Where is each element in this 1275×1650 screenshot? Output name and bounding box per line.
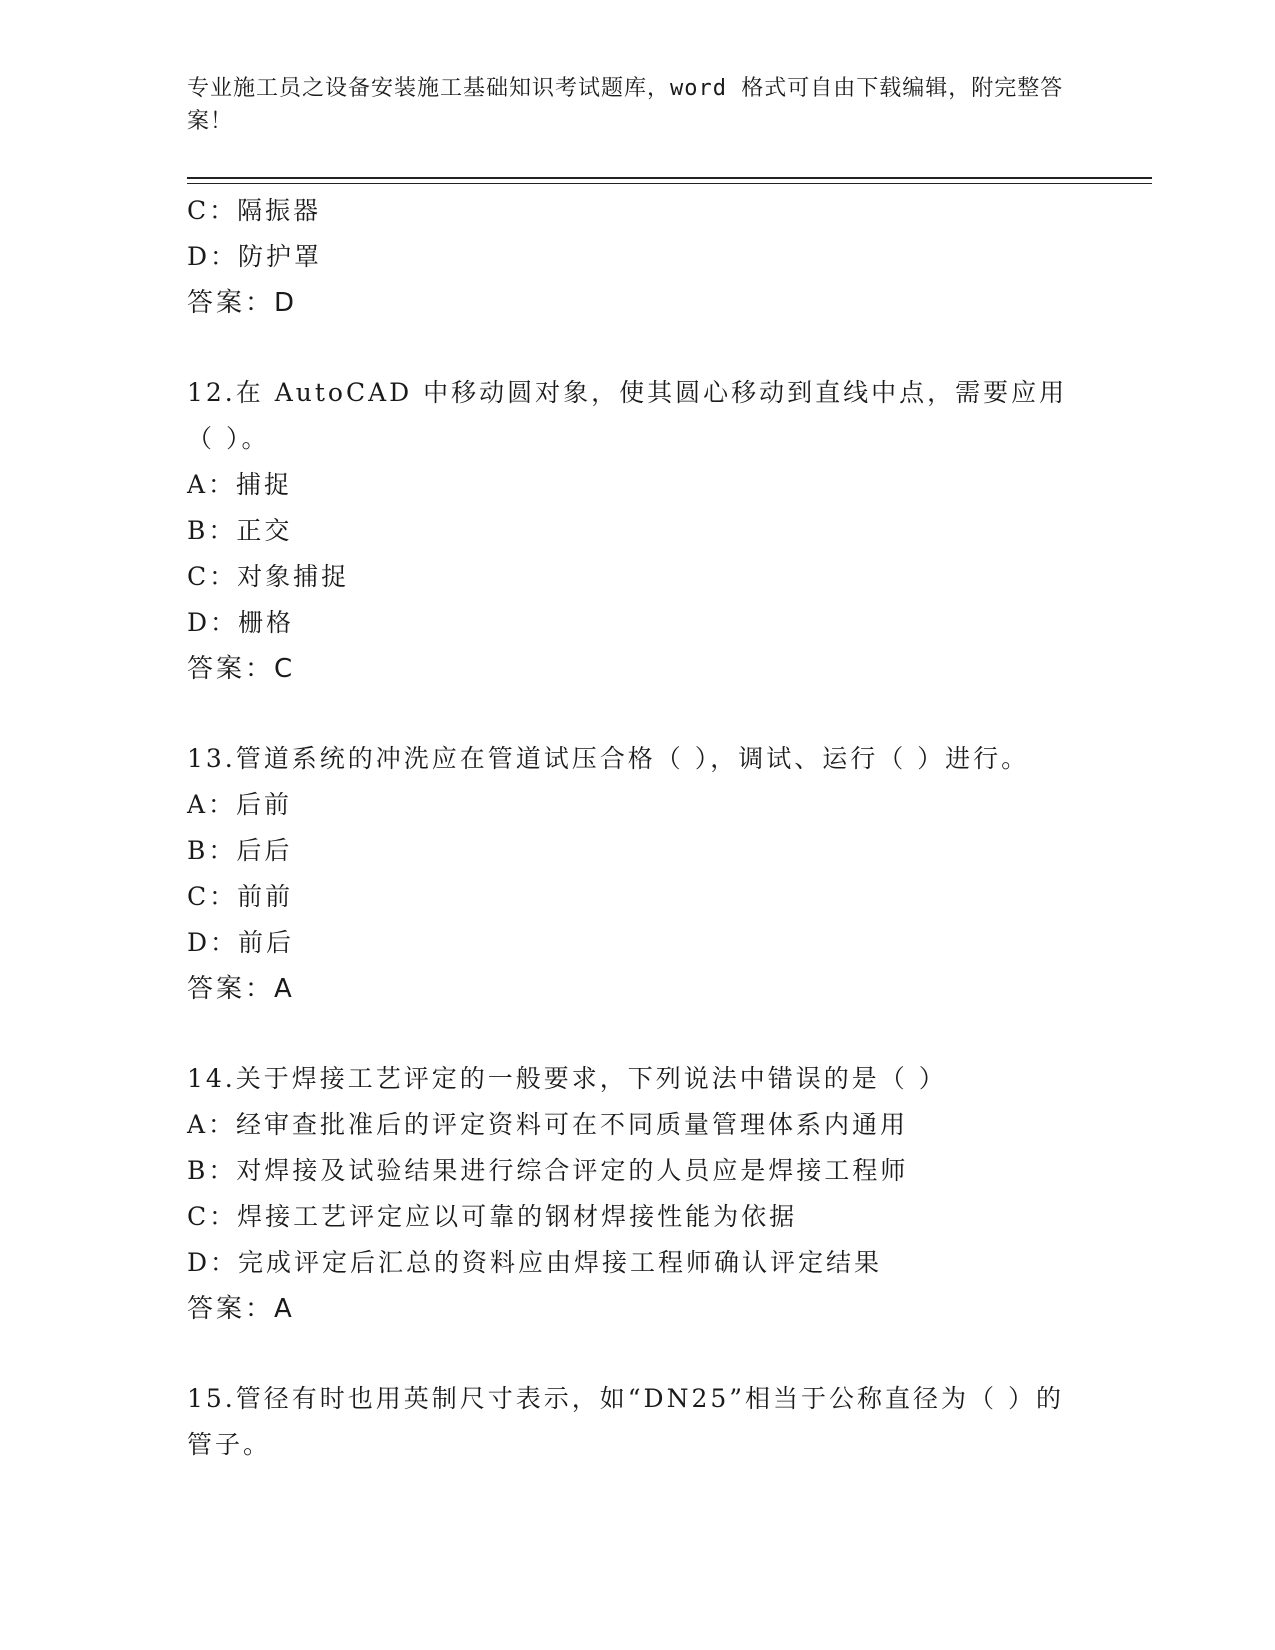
option-d: D：防护罩 bbox=[187, 242, 323, 271]
question-15 bbox=[187, 1376, 1087, 1468]
question-text: 12.在 AutoCAD 中移动圆对象，使其圆心移动到直线中点，需要应用（ ）。 bbox=[187, 378, 1068, 453]
option-c: C：对象捕捉 bbox=[187, 562, 350, 591]
option-a: A：捕捉 bbox=[187, 470, 293, 499]
partial-question bbox=[187, 188, 1087, 326]
option-b: B：对焊接及试验结果进行综合评定的人员应是焊接工程师 bbox=[187, 1156, 909, 1185]
option-c: C：焊接工艺评定应以可靠的钢材焊接性能为依据 bbox=[187, 1202, 798, 1231]
question-12 bbox=[187, 370, 1087, 692]
spacer bbox=[187, 1012, 1087, 1056]
spacer bbox=[187, 1332, 1087, 1376]
question-text: 14.关于焊接工艺评定的一般要求，下列说法中错误的是（ ） bbox=[187, 1064, 947, 1093]
option-c: C：隔振器 bbox=[187, 196, 322, 225]
header-divider-thick bbox=[187, 177, 1152, 179]
answer-label: 答案：A bbox=[187, 1294, 295, 1324]
option-c: C：前前 bbox=[187, 882, 294, 911]
option-a: A：后前 bbox=[187, 790, 293, 819]
option-b: B：正交 bbox=[187, 516, 293, 545]
option-d: D：完成评定后汇总的资料应由焊接工程师确认评定结果 bbox=[187, 1248, 883, 1277]
option-d: D：前后 bbox=[187, 928, 295, 957]
answer-label: 答案：C bbox=[187, 654, 296, 684]
question-13 bbox=[187, 736, 1087, 1012]
option-a: A：经审查批准后的评定资料可在不同质量管理体系内通用 bbox=[187, 1110, 909, 1139]
answer-label: 答案：D bbox=[187, 288, 298, 318]
spacer bbox=[187, 692, 1087, 736]
document-header: 专业施工员之设备安装施工基础知识考试题库，word 格式可自由下载编辑，附完整答案！ bbox=[187, 76, 1064, 134]
question-text: 15.管径有时也用英制尺寸表示，如“DN25”相当于公称直径为（ ）的管子。 bbox=[187, 1384, 1064, 1459]
answer-label: 答案：A bbox=[187, 974, 295, 1004]
option-b: B：后后 bbox=[187, 836, 293, 865]
question-14 bbox=[187, 1056, 1087, 1332]
option-d: D：栅格 bbox=[187, 608, 295, 637]
header-divider-thin bbox=[187, 183, 1152, 184]
question-text: 13.管道系统的冲洗应在管道试压合格（ ），调试、运行（ ）进行。 bbox=[187, 744, 1030, 773]
spacer bbox=[187, 326, 1087, 370]
question-content bbox=[187, 188, 1087, 1468]
